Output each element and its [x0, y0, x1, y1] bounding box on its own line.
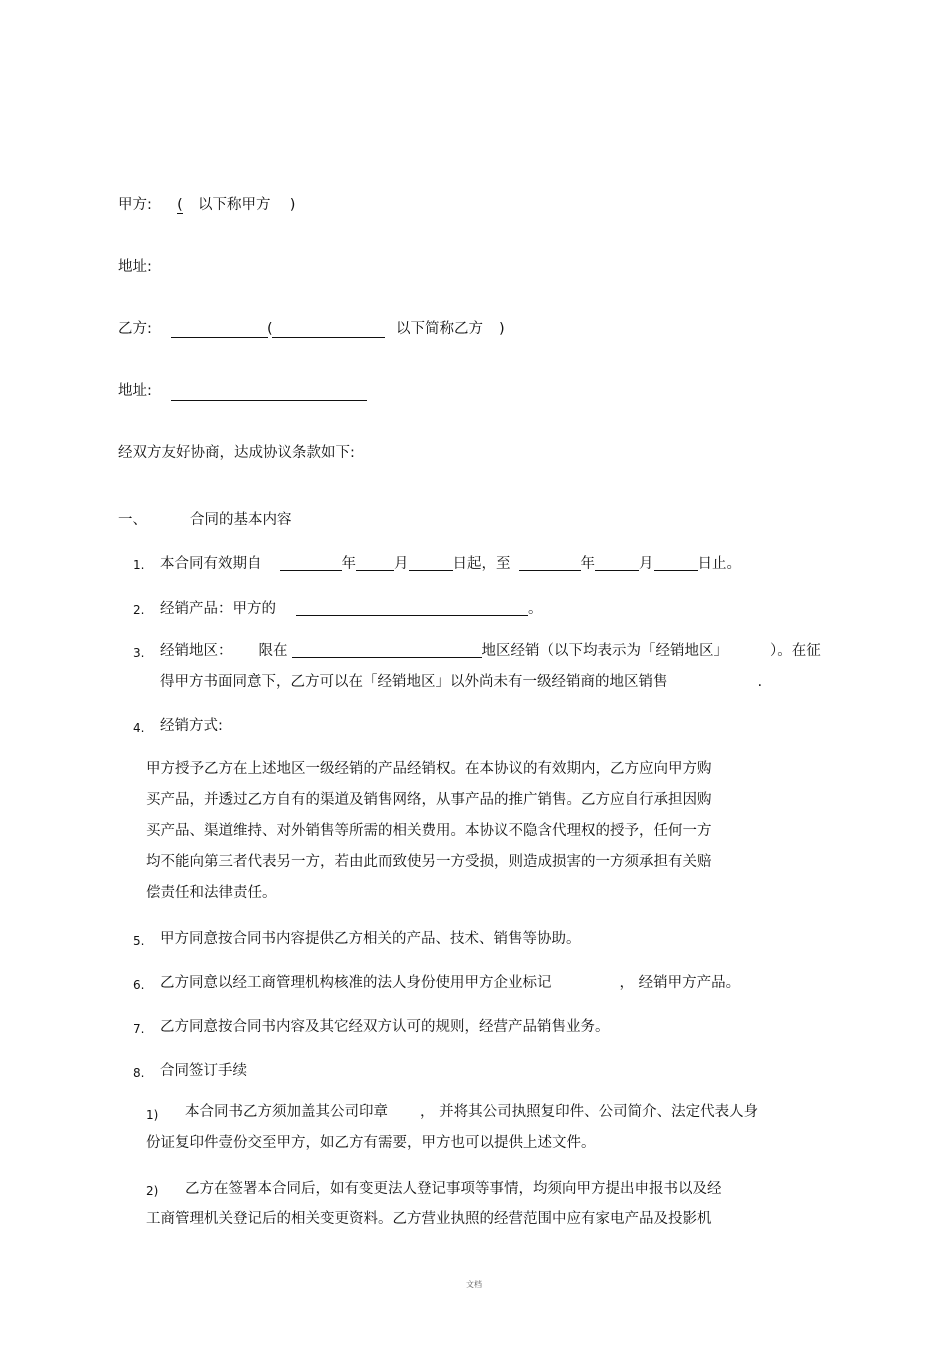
subitem-1-line-2: 份证复印件壹份交至甲方，如乙方有需要，甲方也可以提供上述文件。 — [146, 1135, 596, 1151]
start-month-blank — [356, 554, 394, 571]
subitem-2-number: 2) — [146, 1184, 159, 1198]
end-day-label: 日止。 — [697, 556, 741, 572]
item-4-paragraph-line-2: 买产品，并透过乙方自有的渠道及销售网络，从事产品的推广销售。乙方应自行承担因购 — [146, 792, 712, 808]
end-day-blank — [654, 554, 698, 571]
subitem-1-line-1 — [185, 1102, 758, 1122]
item-8-number: 8. — [133, 1066, 145, 1080]
item-4-number: 4. — [133, 721, 145, 735]
party-a-note: 以下称甲方 — [198, 197, 271, 213]
item-6-end: ， 经销甲方产品。 — [619, 975, 741, 991]
party-b-name-blank — [171, 337, 268, 338]
item-3-line-2-end: . — [757, 674, 763, 690]
item-3-number: 3. — [133, 646, 145, 660]
item-3-line-2 — [160, 672, 762, 692]
item-4-paragraph-line-1: 甲方授予乙方在上述地区一级经销的产品经销权。在本协议的有效期内，乙方应向甲方购 — [146, 761, 712, 777]
item-6-line — [160, 973, 740, 993]
item-2-end: 。 — [528, 601, 543, 617]
product-blank — [296, 599, 528, 616]
item-6-number: 6. — [133, 978, 145, 992]
item-2-line — [160, 599, 543, 619]
party-b-address-blank — [171, 400, 367, 401]
intro-text: 经双方友好协商，达成协议条款如下: — [118, 445, 355, 461]
party-a-address-label: 地址: — [118, 259, 152, 275]
item-4-text: 经销方式: — [160, 718, 223, 734]
item-1-text: 本合同有效期自 — [160, 556, 262, 572]
end-year-label: 年 — [580, 556, 595, 572]
start-month-label: 月 — [394, 556, 409, 572]
start-day-blank — [409, 554, 453, 571]
item-3-line-1 — [160, 641, 821, 661]
item-3-line-2-text: 得甲方书面同意下，乙方可以在「经销地区」以外尚未有一级经销商的地区销售 — [160, 674, 668, 690]
start-year-blank — [280, 554, 342, 571]
start-year-label: 年 — [341, 556, 356, 572]
subitem-1-number: 1) — [146, 1108, 159, 1122]
page-footer: 文档 — [466, 1280, 482, 1289]
party-b-open-paren: ( — [267, 321, 273, 337]
item-6-text: 乙方同意以经工商管理机构核准的法人身份使用甲方企业标记 — [160, 975, 552, 991]
section-title: 合同的基本内容 — [190, 512, 292, 528]
party-b-address-label: 地址: — [118, 383, 152, 399]
item-7-text: 乙方同意按合同书内容及其它经双方认可的规则，经营产品销售业务。 — [160, 1019, 610, 1035]
subitem-2-line-1: 乙方在签署本合同后，如有变更法人登记事项等事情，均须向甲方提出申报书以及经 — [185, 1181, 722, 1197]
party-a-open-paren: ( — [177, 197, 183, 213]
party-a-label: 甲方: — [118, 197, 152, 213]
subitem-2-line-2: 工商管理机关登记后的相关变更资料。乙方营业执照的经营范围中应有家电产品及投影机 — [146, 1211, 712, 1227]
item-1-line — [160, 554, 741, 574]
item-2-text: 经销产品：甲方的 — [160, 601, 276, 617]
section-number: 一、 — [118, 512, 147, 528]
subitem-1-text-b: ， 并将其公司执照复印件、公司简介、法定代表人身 — [420, 1104, 759, 1120]
item-3-end: ）。在征 — [770, 643, 821, 659]
item-7-number: 7. — [133, 1022, 145, 1036]
item-5-text: 甲方同意按合同书内容提供乙方相关的产品、技术、销售等协助。 — [160, 931, 581, 947]
start-day-label: 日起，至 — [452, 556, 511, 572]
end-year-blank — [519, 554, 581, 571]
item-1-number: 1. — [133, 558, 145, 572]
item-3-label: 经销地区： — [160, 643, 233, 659]
item-4-paragraph-line-5: 偿责任和法律责任。 — [146, 885, 277, 901]
item-8-text: 合同签订手续 — [160, 1063, 247, 1079]
region-blank — [292, 641, 482, 658]
item-4-paragraph-line-4: 均不能向第三者代表另一方，若由此而致使另一方受损，则造成损害的一方须承担有关赔 — [146, 854, 712, 870]
party-b-label: 乙方: — [118, 321, 152, 337]
party-b-close-paren: ) — [499, 321, 505, 337]
party-b-note: 以下简称乙方 — [396, 321, 483, 337]
item-3-rest: 地区经销（以下均表示为「经销地区」 — [481, 643, 728, 659]
subitem-1-text-a: 本合同书乙方须加盖其公司印章 — [185, 1104, 388, 1120]
item-5-number: 5. — [133, 934, 145, 948]
item-3-limit: 限在 — [258, 643, 288, 659]
end-month-label: 月 — [639, 556, 654, 572]
party-b-short-blank — [272, 337, 385, 338]
item-4-paragraph-line-3: 买产品、渠道维持、对外销售等所需的相关费用。本协议不隐含代理权的授予，任何一方 — [146, 823, 712, 839]
end-month-blank — [595, 554, 639, 571]
party-a-line — [118, 195, 295, 215]
item-2-number: 2. — [133, 603, 145, 617]
party-a-close-paren: ) — [289, 197, 296, 213]
